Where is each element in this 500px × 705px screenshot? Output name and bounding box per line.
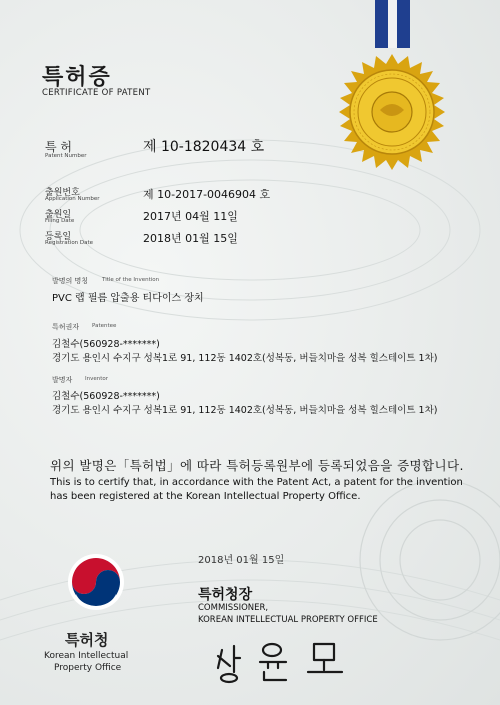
filing-date-label: 출원일 [45,210,72,220]
commissioner-title: 특허청장 [198,587,253,603]
patentee-address: 경기도 용인시 수지구 성복1로 91, 112동 1402호(성복동, 버들치마을 성복 힐스테이트 1차) [52,353,438,364]
certification-statement-ko: 위의 발명은「특허법」에 따라 특허등록원부에 등록되었음을 증명합니다. [50,458,464,473]
certificate-title-en: CERTIFICATE OF PATENT [42,88,151,98]
office-name-en-line2: Property Office [54,663,122,673]
invention-title-label-en: Title of the Invention [102,277,160,283]
registration-date-label: 등록일 [45,232,72,242]
office-name-ko: 특허청 [65,631,109,649]
registration-date-value: 2018년 01월 15일 [143,232,238,245]
korea-government-emblem-icon [66,552,126,612]
application-number-label-en: Application Number [45,196,100,202]
patentee-name: 김철수(560928-*******) [52,339,160,350]
commissioner-title-en-line2: KOREAN INTELLECTUAL PROPERTY OFFICE [198,615,378,625]
inventor-address: 경기도 용인시 수지구 성복1로 91, 112동 1402호(성복동, 버들치마을 성복 힐스테이트 1차) [52,405,438,416]
patent-number-label-en: Patent Number [45,153,87,159]
invention-title-label: 발명의 명칭 [52,277,89,285]
seal-ribbon-right [397,0,410,48]
registration-date-label-en: Registration Date [45,240,94,246]
invention-title-value: PVC 랩 필름 압출용 티다이스 장치 [52,293,204,304]
patentee-label-en: Patentee [92,323,117,329]
application-number-value: 제 10-2017-0046904 호 [143,188,271,201]
certification-statement-en-line1: This is to certify that, in accordance with the Patent Act, a patent for the invention [50,477,463,488]
seal-ribbon-stripe [388,0,397,48]
inventor-name: 김철수(560928-*******) [52,391,160,402]
issue-date: 2018년 01월 15일 [198,555,285,566]
commissioner-title-en-line1: COMMISSIONER, [198,603,269,613]
patent-number-label: 특 허 [45,140,72,154]
patent-number-value: 제 10-1820434 호 [143,139,265,155]
seal-ribbon-left [375,0,388,48]
application-number-label: 출원번호 [45,188,80,198]
inventor-label: 발명자 [52,376,73,384]
gold-seal-icon [332,52,452,172]
commissioner-signature [210,636,360,686]
certification-statement-en-line2: has been registered at the Korean Intellectual Property Office. [50,491,361,502]
certificate-title: 특허증 [42,65,112,90]
office-name-en-line1: Korean Intellectual [44,651,129,661]
patentee-label: 특허권자 [52,323,80,331]
filing-date-value: 2017년 04월 11일 [143,210,238,223]
filing-date-label-en: Filing Date [45,218,75,224]
inventor-label-en: Inventor [85,376,109,382]
